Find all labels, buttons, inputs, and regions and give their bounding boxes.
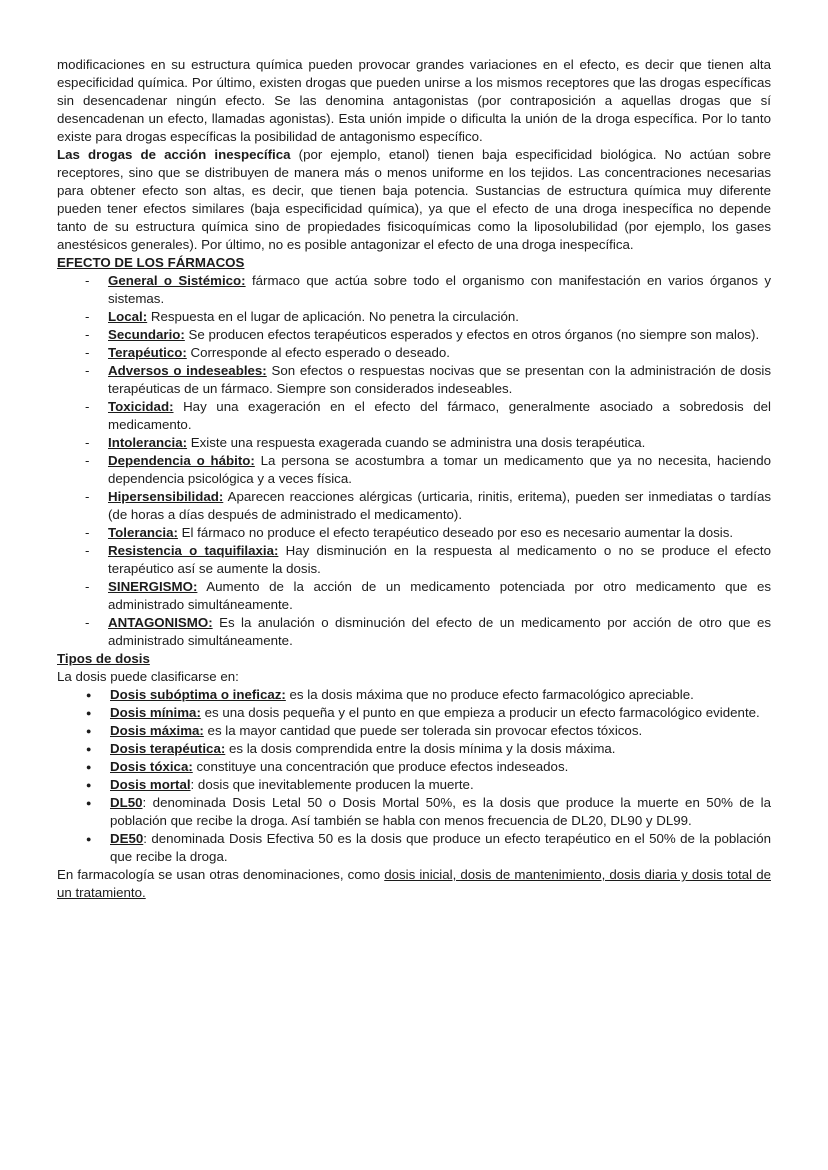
definition: es la mayor cantidad que puede ser tolerada sin provocar efectos tóxicos. [203,723,643,738]
definition: Corresponde al efecto esperado o deseado. [186,345,450,360]
definition: Son efectos o respuestas nocivas que se presentan con la administración de dosis terapéuticas de un fármaco. Siempre son considerados indeseables. [108,363,772,396]
list-item-dl50 [57,794,771,830]
term: Dosis subóptima o ineficaz: [110,687,286,702]
list-item-terapeutico [57,344,771,362]
list-item-dosis-toxica [57,758,771,776]
closing-text: En farmacología se usan otras denominaciones, como [57,867,385,882]
list-item-dependencia [57,452,771,488]
definition: es la dosis comprendida entre la dosis mínima y la dosis máxima. [225,741,616,756]
term: ANTAGONISMO: [108,615,213,630]
term: Hipersensibilidad: [108,489,224,504]
definition: Hay disminución en la respuesta al medicamento o no se produce el efecto terapéutico así se aumente la dosis. [108,543,771,576]
definition: : dosis que inevitablemente producen la muerte. [190,777,474,792]
definition: es la dosis máxima que no produce efecto farmacológico apreciable. [285,687,694,702]
paragraph-nonspecific-drugs [57,146,771,254]
term: DE50 [110,831,144,846]
definition: Respuesta en el lugar de aplicación. No penetra la circulación. [147,309,519,324]
paragraph-specific-drugs: modificaciones en su estructura química pueden provocar grandes variaciones en el efecto, es decir que tienen alta especificidad química. Por último, existen drogas que pueden unirse a los mismos receptores que las drogas específicas sin desencadenar ningún efecto. Se las denomina antagonistas (por contraposición a aquellas drogas que sí desencadenan un efecto, llamadas agonistas). Esta unión impide o dificulta la unión de la droga específica. Por lo tanto existe para drogas específicas la posibilidad de antagonismo específico. [57,57,771,144]
definition: La persona se acostumbra a tomar un medicamento que ya no necesita, haciendo dependencia psicológica y a veces física. [108,453,771,486]
closing-underlined-phrase: dosis inicial, dosis de mantenimiento, dosis diaria y dosis total de un tratamiento. [57,867,771,900]
definition: : denominada Dosis Letal 50 o Dosis Mortal 50%, es la dosis que produce la muerte en 50% de la población que recibe la droga. Así también se habla con menos frecuencia de DL20, DL90 y DL99. [110,795,771,828]
definition: Existe una respuesta exagerada cuando se administra una dosis terapéutica. [187,435,646,450]
list-item-tolerancia [57,524,771,542]
list-item-local [57,308,771,326]
term: Dosis tóxica: [110,759,193,774]
list-item-intolerancia [57,434,771,452]
heading-doses: Tipos de dosis [57,651,150,666]
list-item-toxicidad [57,398,771,434]
term: Dosis máxima: [110,723,204,738]
definition: Es la anulación o disminución del efecto de un medicamento por acción de otro que es administrado simultáneamente. [108,615,771,648]
definition: Aumento de la acción de un medicamento potenciada por otro medicamento que es administrado simultáneamente. [108,579,771,612]
effects-list [57,272,771,650]
definition: Aparecen reacciones alérgicas (urticaria, rinitis, eritema), pueden ser inmediatas o tardías (de horas a días después de administrado el medicamento). [108,489,771,522]
list-item-dosis-suboptima [57,686,771,704]
term: Intolerancia: [108,435,188,450]
term: General o Sistémico: [108,273,246,288]
doses-intro: La dosis puede clasificarse en: [57,669,239,684]
paragraph-lead-bold: Las drogas de acción inespecífica [57,147,291,162]
definition: : denominada Dosis Efectiva 50 es la dosis que produce un efecto terapéutico en el 50% de la población que recibe la droga. [110,831,771,864]
term: Dosis mínima: [110,705,201,720]
list-item-de50 [57,830,771,866]
closing-paragraph [57,866,771,902]
term: Local: [108,309,148,324]
list-item-hipersensibilidad [57,488,771,524]
term: Terapéutico: [108,345,187,360]
list-item-sinergismo [57,578,771,614]
term: Tolerancia: [108,525,178,540]
definition: El fármaco no produce el efecto terapéutico deseado por eso es necesario aumentar la dosis. [177,525,734,540]
list-item-dosis-maxima [57,722,771,740]
term: Resistencia o taquifilaxia: [108,543,279,558]
paragraph-body-text: (por ejemplo, etanol) tienen baja especificidad biológica. No actúan sobre receptores, sino que se distribuyen de manera más o menos uniforme en los tejidos. Las concentraciones necesarias para obtener efecto son altas, es decir, que tienen baja potencia. Sustancias de estructura química muy diferente pueden tener efectos similares (baja especificidad química), ya que el efecto de una droga inespecífica no depende tanto de su estructura química sino de propiedades fisicoquímicas como la liposolubilidad (por ejemplo, los gases anestésicos generales). Por último, no es posible antagonizar el efecto de una droga inespecífica. [57,147,771,252]
doses-list [57,686,771,866]
term: Adversos o indeseables: [108,363,267,378]
definition: constituye una concentración que produce efectos indeseados. [192,759,569,774]
list-item-antagonismo [57,614,771,650]
definition: Se producen efectos terapéuticos esperados y efectos en otros órganos (no siempre son malos). [184,327,760,342]
list-item-dosis-minima [57,704,771,722]
term: DL50 [110,795,143,810]
term: Dosis terapéutica: [110,741,226,756]
list-item-dosis-mortal [57,776,771,794]
definition: fármaco que actúa sobre todo el organismo con manifestación en varios órganos y sistemas. [108,273,771,306]
term: SINERGISMO: [108,579,198,594]
list-item-adversos [57,362,771,398]
definition: Hay una exageración en el efecto del fármaco, generalmente asociado a sobredosis del medicamento. [108,399,771,432]
list-item-general-sistemico [57,272,771,308]
definition: es una dosis pequeña y el punto en que empieza a producir un efecto farmacológico evidente. [200,705,760,720]
term: Toxicidad: [108,399,174,414]
term: Dosis mortal [110,777,191,792]
list-item-dosis-terapeutica [57,740,771,758]
list-item-secundario [57,326,771,344]
list-item-resistencia [57,542,771,578]
term: Dependencia o hábito: [108,453,255,468]
heading-effects: EFECTO DE LOS FÁRMACOS [57,255,245,270]
term: Secundario: [108,327,185,342]
